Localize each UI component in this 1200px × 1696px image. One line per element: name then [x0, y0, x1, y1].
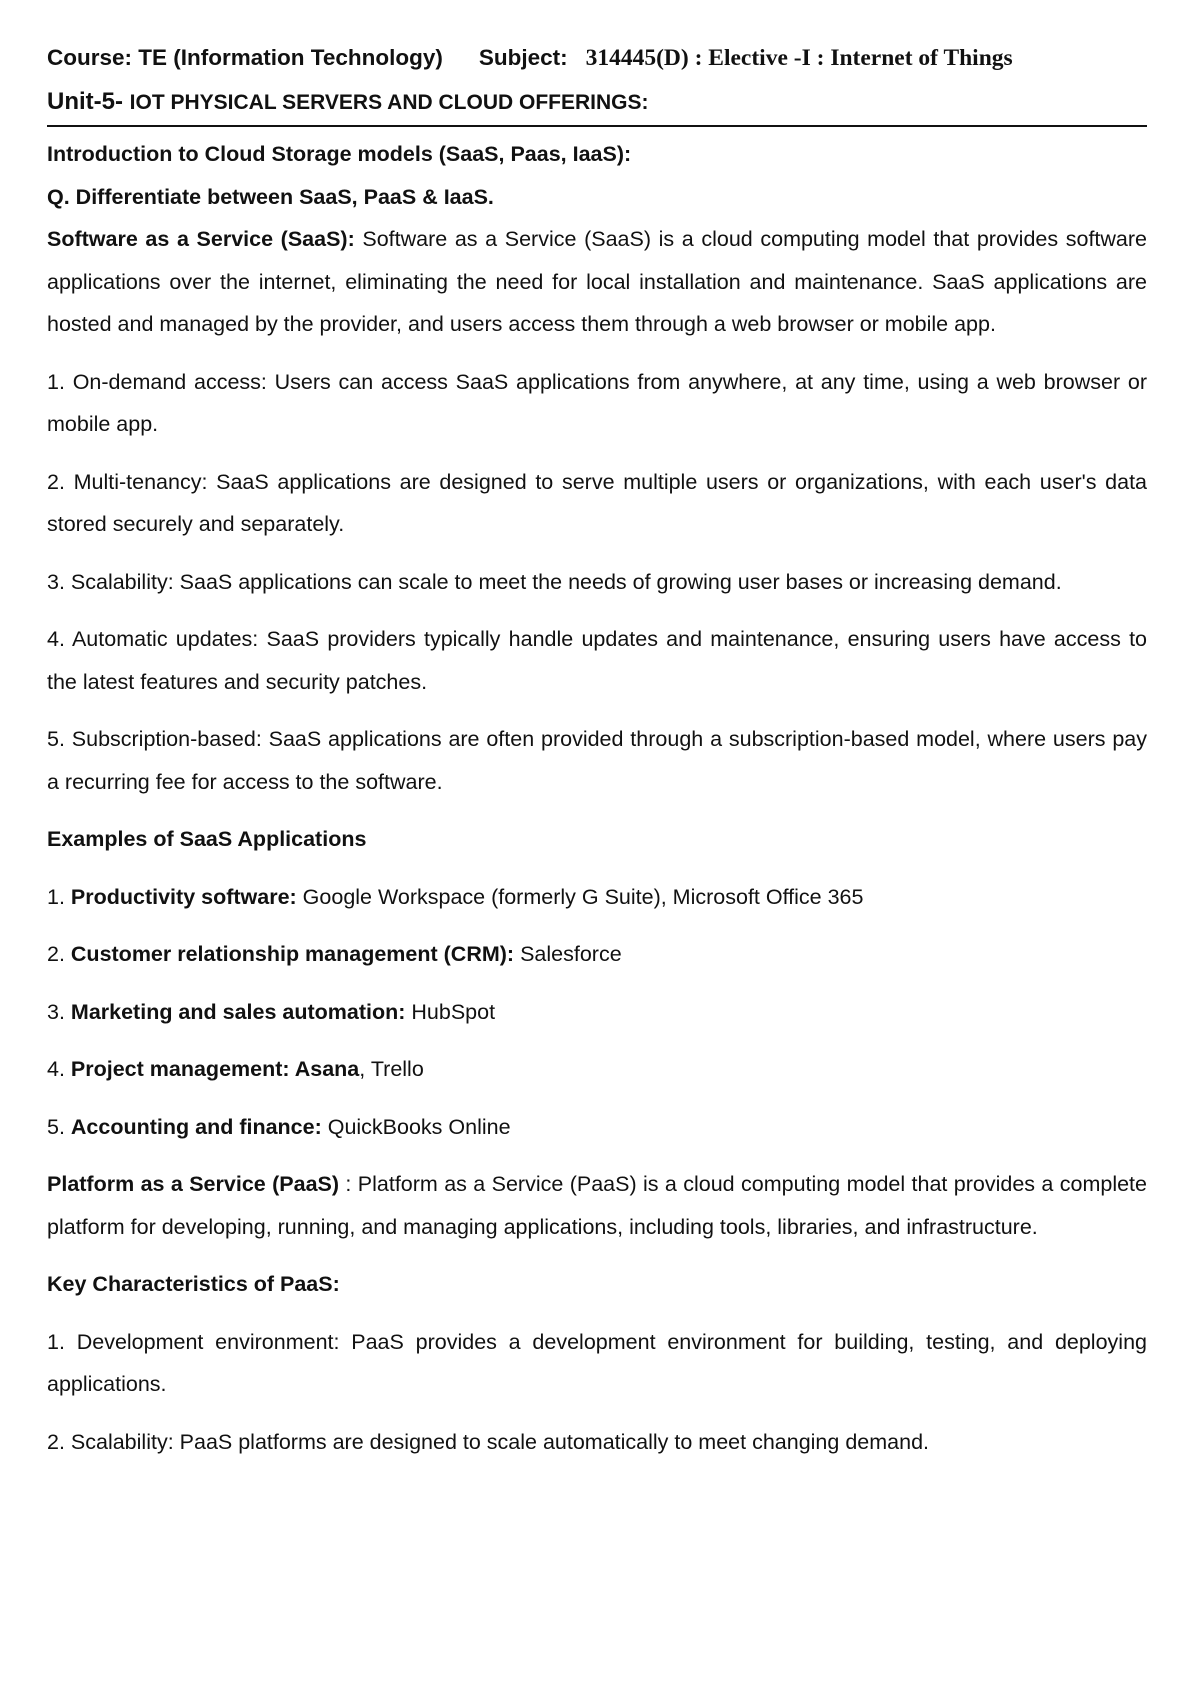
saas-point: 1. On-demand access: Users can access SaaS applications from anywhere, at any time, using a web browser or mobile app.	[47, 369, 1147, 436]
saas-point: 5. Subscription-based: SaaS applications are often provided through a subscription-based model, where users pay a recurring fee for access to the software.	[47, 727, 1147, 794]
unit-title-text: IOT PHYSICAL SERVERS AND CLOUD OFFERINGS:	[129, 91, 649, 114]
example-text: , Trello	[359, 1057, 424, 1081]
example-label: Productivity software:	[70, 884, 297, 909]
example-number: 1.	[47, 884, 71, 909]
example-label: Accounting and finance:	[70, 1114, 322, 1139]
saas-definition-text: Software as a Service (SaaS) is a cloud computing model that provides software applications over the internet, eliminating the need for local installation and maintenance. SaaS applications are hosted and managed by the provider, and users access them through a web browser or mobile app.	[47, 227, 1147, 336]
example-text: HubSpot	[405, 999, 496, 1024]
paas-point: 1. Development environment: PaaS provides a development environment for building, testing, and deploying applications.	[47, 1329, 1147, 1396]
example-number: 5.	[47, 1114, 71, 1139]
saas-example	[47, 876, 1147, 919]
paas-point: 2. Scalability: PaaS platforms are designed to scale automatically to meet changing demand.	[47, 1429, 929, 1454]
example-number: 3.	[47, 999, 71, 1024]
example-number: 4.	[47, 1057, 71, 1081]
paas-term: Platform as a Service (PaaS)	[47, 1172, 340, 1196]
saas-example	[47, 1048, 1147, 1091]
example-text: QuickBooks Online	[321, 1114, 511, 1139]
example-label: Project management: Asana	[70, 1057, 360, 1081]
paas-characteristics-heading: Key Characteristics of PaaS:	[47, 1272, 340, 1296]
document-page	[47, 38, 1147, 1463]
saas-example	[47, 933, 1147, 976]
saas-point: 4. Automatic updates: SaaS providers typically handle updates and maintenance, ensuring users have access to the latest features and security patches.	[47, 627, 1147, 694]
paas-definition	[47, 1163, 1147, 1248]
saas-point: 3. Scalability: SaaS applications can scale to meet the needs of growing user bases or increasing demand.	[47, 569, 1062, 594]
saas-examples-heading: Examples of SaaS Applications	[47, 827, 367, 851]
saas-example	[47, 1106, 1147, 1149]
example-label: Marketing and sales automation:	[70, 999, 406, 1024]
subject-value: 314445(D) : Elective -I : Internet of Things	[585, 45, 1013, 71]
intro-heading: Introduction to Cloud Storage models (SaaS, Paas, IaaS):	[47, 142, 632, 166]
example-text: Google Workspace (formerly G Suite), Microsoft Office 365	[296, 884, 864, 909]
course-label: Course: TE (Information Technology)	[47, 45, 443, 70]
subject-label: Subject:	[478, 45, 568, 70]
example-label: Customer relationship management (CRM):	[70, 942, 515, 966]
unit-prefix: Unit-5-	[47, 88, 123, 115]
unit-title	[47, 78, 1147, 127]
saas-example	[47, 991, 1147, 1034]
paas-definition-text: : Platform as a Service (PaaS) is a cloud computing model that provides a complete platform for developing, running, and managing applications, including tools, libraries, and infrastructure.	[47, 1172, 1147, 1239]
saas-definition	[47, 218, 1147, 346]
saas-term: Software as a Service (SaaS):	[47, 227, 355, 251]
example-number: 2.	[47, 942, 71, 966]
question-heading: Q. Differentiate between SaaS, PaaS & IaaS.	[47, 184, 494, 209]
saas-point: 2. Multi-tenancy: SaaS applications are designed to serve multiple users or organizations, with each user's data stored securely and separately.	[47, 469, 1147, 536]
course-header	[47, 38, 1147, 78]
example-text: Salesforce	[514, 942, 622, 966]
